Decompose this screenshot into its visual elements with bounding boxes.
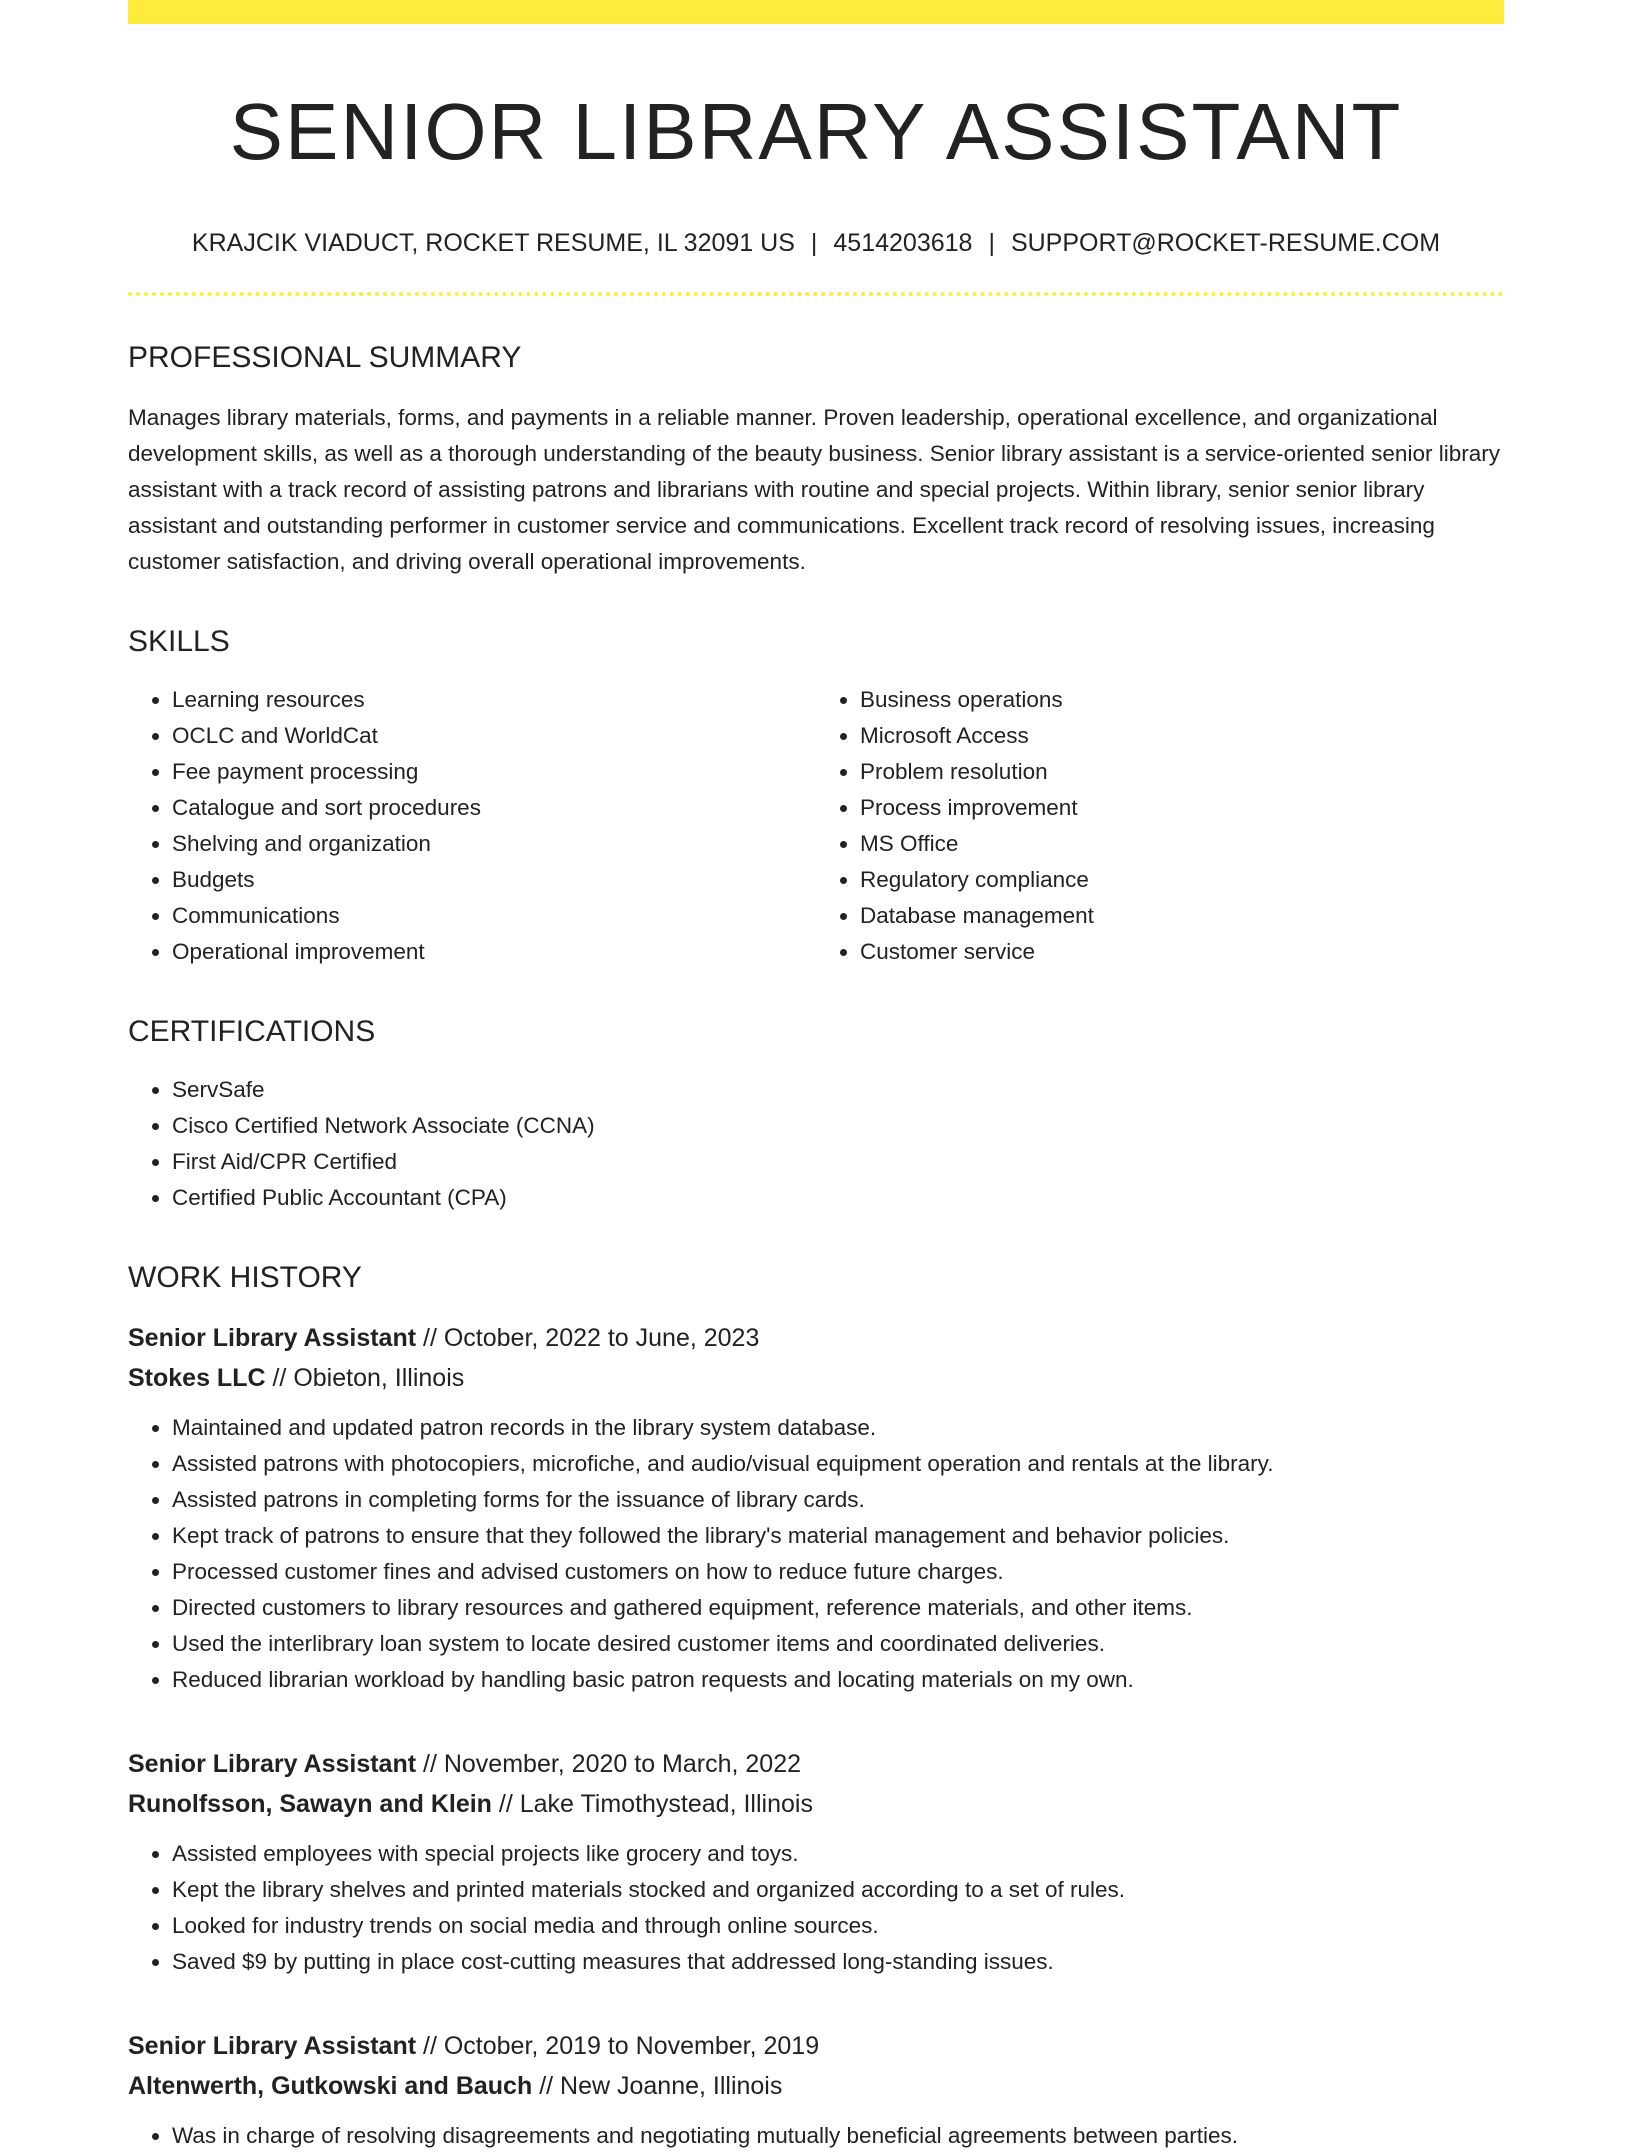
skills-right-list (816, 682, 1504, 970)
job-bullets (128, 2118, 1504, 2154)
job-bullet: • Processed customer fines and advised customers on how to reduce future charges. (172, 1554, 1504, 1590)
certification-item: • Cisco Certified Network Associate (CCNA) (172, 1108, 1504, 1144)
job-bullet: • Kept track of patrons to ensure that they followed the library's material management and behavior policies. (172, 1518, 1504, 1554)
skill-item: • Budgets (172, 862, 816, 898)
job-company: Altenwerth, Gutkowski and Bauch (128, 2072, 533, 2100)
job-bullet: • Saved $9 by putting in place cost-cutting measures that addressed long-standing issues. (172, 1944, 1504, 1980)
skill-item: • Process improvement (860, 790, 1504, 826)
skills-left-list (128, 682, 816, 970)
skill-item: • Business operations (860, 682, 1504, 718)
job-entry (128, 1318, 1504, 1698)
skill-item: • Shelving and organization (172, 826, 816, 862)
certifications-list (128, 1072, 1504, 1216)
job-dates: // October, 2019 to November, 2019 (423, 2032, 820, 2060)
skill-item: • MS Office (860, 826, 1504, 862)
job-bullets (128, 1836, 1504, 1980)
skill-item: • Catalogue and sort procedures (172, 790, 816, 826)
job-title: Senior Library Assistant (128, 1750, 417, 1778)
skill-item: • Database management (860, 898, 1504, 934)
job-location: // New Joanne, Illinois (539, 2072, 783, 2100)
job-bullet: • Kept the library shelves and printed materials stocked and organized according to a set of rules. (172, 1872, 1504, 1908)
contact-email: SUPPORT@ROCKET-RESUME.COM (1010, 229, 1441, 257)
contact-separator: | (810, 229, 818, 257)
dotted-divider (128, 292, 1504, 296)
job-bullet: • Directed customers to library resources and gathered equipment, reference materials, and other items. (172, 1590, 1504, 1626)
summary-heading: PROFESSIONAL SUMMARY (128, 341, 522, 374)
job-entry (128, 1744, 1504, 1980)
job-bullet: • Assisted employees with special projects like grocery and toys. (172, 1836, 1504, 1872)
certification-item: • First Aid/CPR Certified (172, 1144, 1504, 1180)
job-bullet: • Maintained and updated patron records in the library system database. (172, 1410, 1504, 1446)
contact-separator: | (988, 229, 995, 257)
certification-item: • ServSafe (172, 1072, 1504, 1108)
skills-heading: SKILLS (128, 625, 230, 658)
job-title: Senior Library Assistant (128, 1324, 417, 1352)
job-bullet: • Reduced librarian workload by handling basic patron requests and locating materials on my own. (172, 1662, 1504, 1698)
summary-text: Manages library materials, forms, and payments in a reliable manner. Proven leadership, operational excellence, and organizational development skills, as well as a thorough understanding of the beauty business. Senior library assistant is a service-oriented senior library assistant with a track record of assisting patrons and librarians with routine and special projects. Within library, senior senior library assistant and outstanding performer in customer service and communications. Excellent track record of resolving issues, increasing customer satisfaction, and driving overall operational improvements. (128, 405, 1500, 574)
contact-line (128, 228, 1504, 258)
job-company: Runolfsson, Sawayn and Klein (128, 1790, 492, 1818)
job-company-line (128, 1358, 1504, 1398)
job-company-line (128, 1784, 1504, 1824)
skill-item: • Fee payment processing (172, 754, 816, 790)
job-bullets (128, 1410, 1504, 1698)
skill-item: • Learning resources (172, 682, 816, 718)
work-history-heading: WORK HISTORY (128, 1261, 362, 1294)
job-dates: // November, 2020 to March, 2022 (423, 1750, 802, 1778)
accent-top-bar (128, 0, 1504, 24)
contact-phone: 4514203618 (833, 229, 973, 257)
skill-item: • Communications (172, 898, 816, 934)
skill-item: • OCLC and WorldCat (172, 718, 816, 754)
job-bullet: • Assisted patrons with photocopiers, microfiche, and audio/visual equipment operation and rentals at the library. (172, 1446, 1504, 1482)
job-title: Senior Library Assistant (128, 2032, 417, 2060)
skill-item: • Operational improvement (172, 934, 816, 970)
job-company-line (128, 2066, 1504, 2106)
skill-item: • Regulatory compliance (860, 862, 1504, 898)
skill-item: • Microsoft Access (860, 718, 1504, 754)
job-bullet: • Was in charge of resolving disagreements and negotiating mutually beneficial agreements between parties. (172, 2118, 1504, 2154)
job-title-line (128, 1744, 1504, 1784)
certifications-heading: CERTIFICATIONS (128, 1015, 376, 1048)
job-company: Stokes LLC (128, 1364, 266, 1392)
job-bullet: • Assisted patrons in completing forms for the issuance of library cards. (172, 1482, 1504, 1518)
job-bullet: • Looked for industry trends on social media and through online sources. (172, 1908, 1504, 1944)
skills-grid (128, 682, 1504, 970)
skill-item: • Customer service (860, 934, 1504, 970)
certification-item: • Certified Public Accountant (CPA) (172, 1180, 1504, 1216)
contact-address: KRAJCIK VIADUCT, ROCKET RESUME, IL 32091 US (191, 229, 795, 257)
job-location: // Lake Timothystead, Illinois (498, 1790, 813, 1818)
job-title-line (128, 1318, 1504, 1358)
job-dates: // October, 2022 to June, 2023 (423, 1324, 760, 1352)
resume-name: SENIOR LIBRARY ASSISTANT (229, 87, 1403, 176)
job-bullet: • Used the interlibrary loan system to locate desired customer items and coordinated deliveries. (172, 1626, 1504, 1662)
job-title-line (128, 2026, 1504, 2066)
resume-page (128, 0, 1504, 2154)
skill-item: • Problem resolution (860, 754, 1504, 790)
job-entry (128, 2026, 1504, 2154)
job-location: // Obieton, Illinois (272, 1364, 465, 1392)
